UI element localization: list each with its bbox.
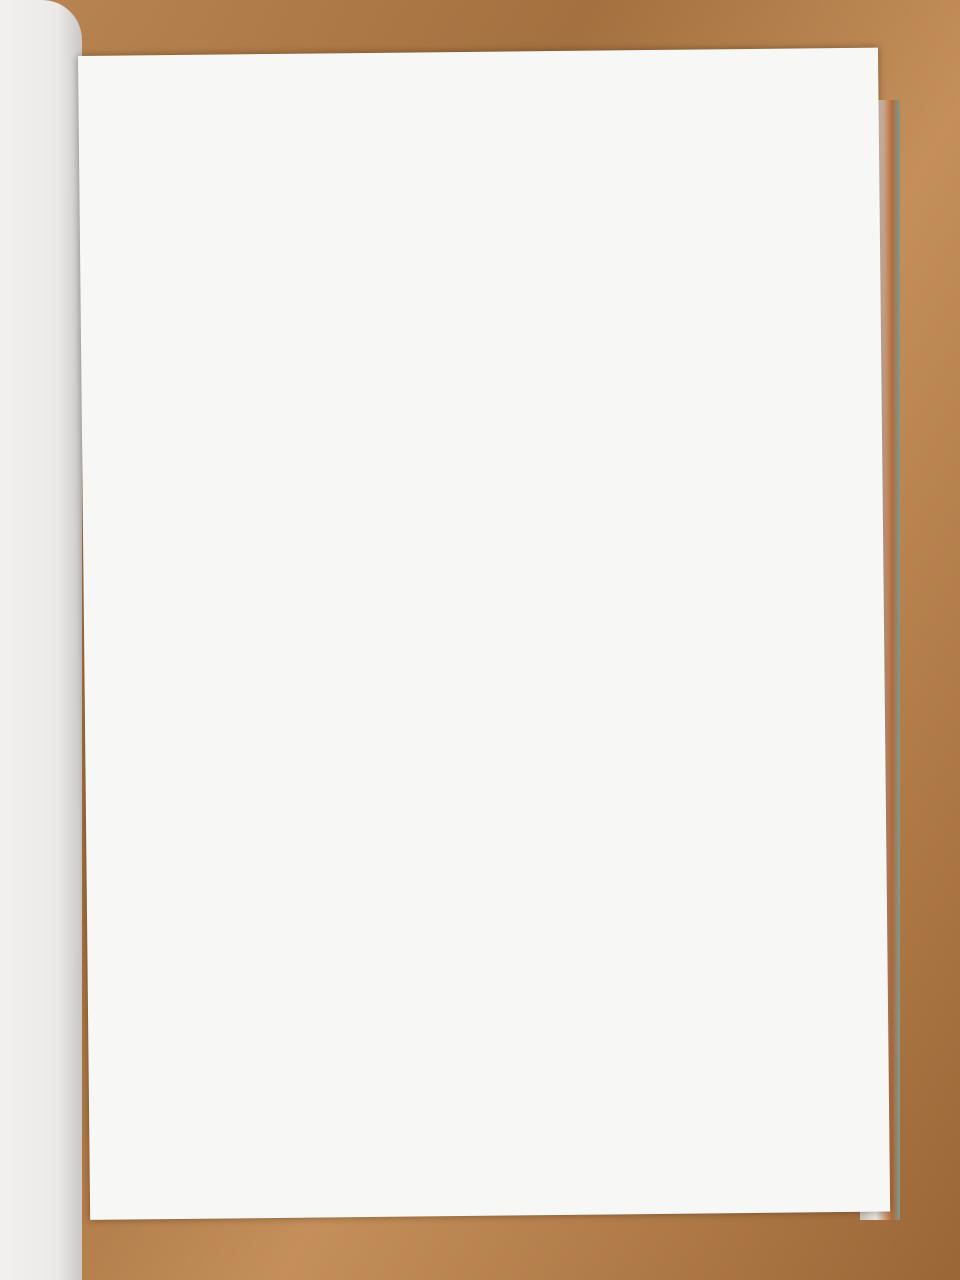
toc-column-left	[153, 158, 483, 161]
left-page	[0, 0, 82, 1280]
right-page	[78, 48, 890, 1220]
toc-column-right	[495, 140, 821, 143]
